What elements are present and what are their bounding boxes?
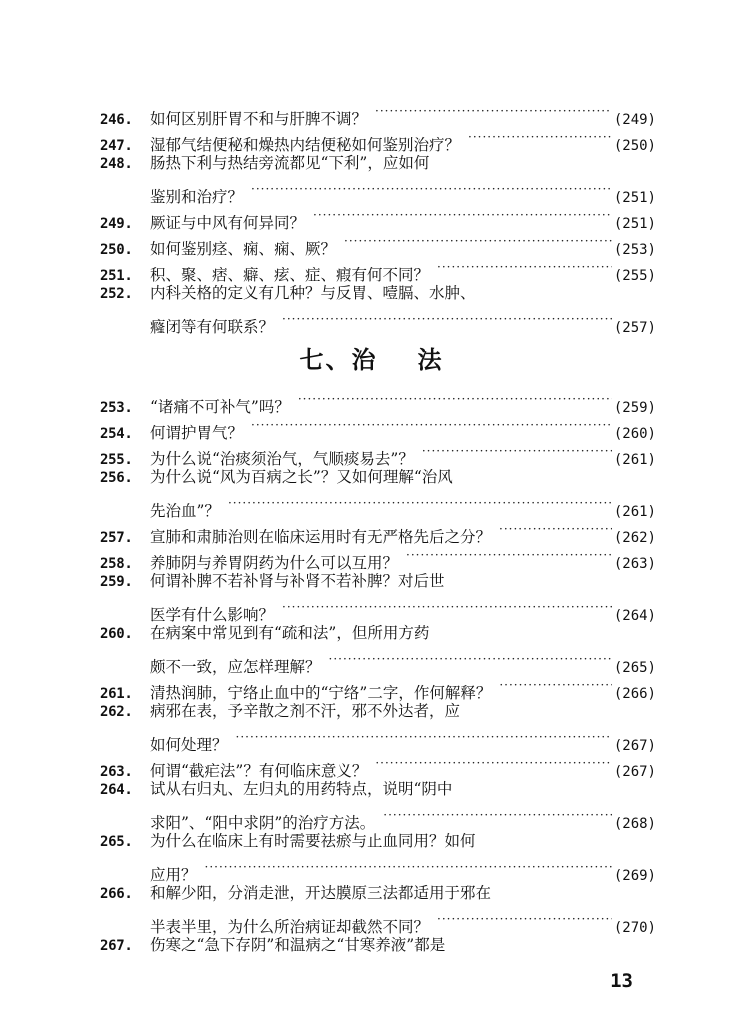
toc-dot-leader <box>282 306 612 332</box>
toc-entry <box>100 280 656 336</box>
toc-page-ref: (251) <box>613 190 656 206</box>
toc-page-ref: (270) <box>613 920 656 936</box>
toc-page-ref: (253) <box>613 242 656 258</box>
section-title-part-b: 法 <box>417 346 444 374</box>
toc-entry-number: 251. <box>100 268 133 284</box>
toc-page-ref: (268) <box>613 816 656 832</box>
toc-entry-title: 何谓补脾不若补肾与补肾不若补脾？对后世 <box>150 572 445 590</box>
toc-entry-title: 和解少阳，分消走泄，开达膜原三法都适用于邪在 <box>150 884 492 902</box>
toc-list-before <box>100 98 656 336</box>
toc-dot-leader <box>344 228 612 254</box>
toc-entry-line <box>100 646 656 676</box>
toc-entry-line <box>100 228 656 258</box>
toc-entry-number: 264. <box>100 782 133 798</box>
toc-list-after <box>100 386 656 958</box>
toc-entry-number: 253. <box>100 400 133 416</box>
toc-page-ref: (263) <box>613 556 656 572</box>
toc-dot-leader <box>422 438 612 464</box>
toc-entry-title: 养肺阴与养胃阴药为什么可以互用？ <box>150 554 399 572</box>
toc-page-ref: (261) <box>613 504 656 520</box>
toc-entry-title: 湿郁气结便秘和燥热内结便秘如何鉴别治疗？ <box>150 136 461 154</box>
toc-entry-line <box>100 724 656 754</box>
toc-dot-leader <box>251 412 612 438</box>
toc-page-ref: (267) <box>613 764 656 780</box>
toc-entry-title: 半表半里，为什么所治病证却截然不同？ <box>150 918 430 936</box>
toc-entry-title: 先治血”？ <box>150 502 220 520</box>
toc-dot-leader <box>437 254 612 280</box>
toc-entry <box>100 828 656 884</box>
toc-entry-title: 清热润肺，宁络止血中的“宁络”二字，作何解释？ <box>150 684 492 702</box>
toc-entry-line <box>100 828 656 854</box>
toc-entry-title: 宣肺和肃肺治则在临床运用时有无严格先后之分？ <box>150 528 492 546</box>
toc-page-ref: (259) <box>613 400 656 416</box>
toc-entry-line <box>100 750 656 780</box>
toc-page-ref: (264) <box>613 608 656 624</box>
toc-entry <box>100 542 656 572</box>
toc-dot-leader <box>499 672 611 698</box>
toc-page-ref: (262) <box>613 530 656 546</box>
section-title <box>0 340 743 375</box>
toc-entry <box>100 150 656 206</box>
toc-entry <box>100 750 656 780</box>
toc-entry <box>100 386 656 416</box>
toc-entry-title: 试从右归丸、左归丸的用药特点，说明“阴中 <box>150 780 453 798</box>
section-title-part-a: 七、治 <box>299 346 378 374</box>
toc-entry-line <box>100 202 656 232</box>
toc-entry-title: 为什么在临床上有时需要祛瘀与止血同用？如何 <box>150 832 476 850</box>
toc-entry-line <box>100 254 656 284</box>
toc-entry-line <box>100 776 656 802</box>
toc-page-ref: (266) <box>613 686 656 702</box>
toc-entry-line <box>100 880 656 906</box>
toc-entry-number: 252. <box>100 286 133 302</box>
toc-entry-number: 258. <box>100 556 133 572</box>
toc-entry-number: 262. <box>100 704 133 720</box>
toc-entry <box>100 438 656 468</box>
toc-entry-number: 247. <box>100 138 133 154</box>
toc-entry <box>100 228 656 258</box>
toc-entry-title: 为什么说“风为百病之长”？又如何理解“治风 <box>150 468 453 486</box>
toc-entry-line <box>100 438 656 468</box>
toc-entry-line <box>100 176 656 206</box>
toc-entry-line <box>100 620 656 646</box>
toc-dot-leader <box>313 202 612 228</box>
toc-entry-title: 积、聚、痞、癖、痃、症、瘕有何不同？ <box>150 266 430 284</box>
toc-dot-leader <box>205 854 612 880</box>
page-number: 13 <box>610 970 633 992</box>
toc-page-ref: (267) <box>613 738 656 754</box>
toc-entry <box>100 880 656 936</box>
toc-entry-line <box>100 594 656 624</box>
toc-entry-title: 肠热下利与热结旁流都见“下利”，应如何 <box>150 154 430 172</box>
toc-entry-title: 癃闭等有何联系？ <box>150 318 275 336</box>
toc-entry-title: 如何鉴别痉、痫、痫、厥？ <box>150 240 337 258</box>
toc-dot-leader <box>375 750 611 776</box>
toc-entry-line <box>100 906 656 936</box>
toc-dot-leader <box>468 124 612 150</box>
toc-page-ref: (257) <box>613 320 656 336</box>
toc-dot-leader <box>236 724 612 750</box>
toc-page-ref: (261) <box>613 452 656 468</box>
toc-entry-title: 在病案中常见到有“疏和法”，但所用方药 <box>150 624 430 642</box>
toc-entry-title: 如何区别肝胃不和与肝脾不调？ <box>150 110 368 128</box>
toc-entry <box>100 568 656 624</box>
toc-entry-number: 259. <box>100 574 133 590</box>
toc-entry-line <box>100 412 656 442</box>
toc-entry-line <box>100 124 656 154</box>
toc-entry-number: 246. <box>100 112 133 128</box>
toc-entry-line <box>100 854 656 884</box>
toc-entry-number: 249. <box>100 216 133 232</box>
toc-page-ref: (260) <box>613 426 656 442</box>
toc-entry-title: 为什么说“治痰须治气，气顺痰易去”？ <box>150 450 414 468</box>
toc-dot-leader <box>406 542 612 568</box>
toc-entry <box>100 776 656 832</box>
toc-entry-line <box>100 672 656 702</box>
toc-page-ref: (255) <box>613 268 656 284</box>
toc-dot-leader <box>298 386 612 412</box>
toc-dot-leader <box>375 98 612 124</box>
toc-entry <box>100 516 656 546</box>
toc-entry-number: 260. <box>100 626 133 642</box>
toc-entry-title: 厥证与中风有何异同？ <box>150 214 306 232</box>
toc-entry-title: 颇不一致，应怎样理解？ <box>150 658 321 676</box>
toc-dot-leader <box>499 516 612 542</box>
toc-page-ref: (269) <box>613 868 656 884</box>
toc-entry-title: 伤寒之“急下存阴”和温病之“甘寒养液”都是 <box>150 936 446 954</box>
toc-entry <box>100 932 656 958</box>
toc-entry-title: 内科关格的定义有几种？与反胃、噎膈、水肿、 <box>150 284 476 302</box>
toc-entry-line <box>100 516 656 546</box>
toc-entry-line <box>100 464 656 490</box>
toc-entry <box>100 464 656 520</box>
toc-page-ref: (251) <box>613 216 656 232</box>
toc-entry <box>100 620 656 676</box>
toc-entry-title: 何谓“截疟法”？有何临床意义？ <box>150 762 368 780</box>
toc-entry <box>100 698 656 754</box>
toc-entry-title: 应用？ <box>150 866 197 884</box>
toc-dot-leader <box>282 594 612 620</box>
toc-entry-line <box>100 542 656 572</box>
toc-dot-leader <box>228 490 612 516</box>
toc-entry-title: 医学有什么影响？ <box>150 606 275 624</box>
toc-entry-line <box>100 568 656 594</box>
toc-entry-number: 263. <box>100 764 133 780</box>
toc-entry <box>100 98 656 128</box>
toc-entry-number: 256. <box>100 470 133 486</box>
toc-entry <box>100 124 656 154</box>
toc-dot-leader <box>383 802 612 828</box>
toc-entry-line <box>100 490 656 520</box>
toc-entry-number: 267. <box>100 938 133 954</box>
toc-entry-line <box>100 150 656 176</box>
toc-entry-number: 261. <box>100 686 133 702</box>
toc-page-ref: (265) <box>613 660 656 676</box>
toc-entry <box>100 672 656 702</box>
toc-entry-line <box>100 386 656 416</box>
toc-entry-line <box>100 280 656 306</box>
toc-entry <box>100 412 656 442</box>
toc-entry-line <box>100 98 656 128</box>
toc-entry-title: 病邪在表，予辛散之剂不汗，邪不外达者，应 <box>150 702 461 720</box>
toc-dot-leader <box>437 906 612 932</box>
toc-entry-line <box>100 932 656 958</box>
toc-entry-line <box>100 698 656 724</box>
toc-entry <box>100 254 656 284</box>
toc-entry-line <box>100 802 656 832</box>
toc-entry-title: 鉴别和治疗？ <box>150 188 244 206</box>
toc-page-ref: (249) <box>613 112 656 128</box>
toc-entry-number: 254. <box>100 426 133 442</box>
toc-entry-title: 何谓护胃气？ <box>150 424 244 442</box>
toc-entry-number: 266. <box>100 886 133 902</box>
toc-entry-number: 255. <box>100 452 133 468</box>
toc-entry-number: 257. <box>100 530 133 546</box>
toc-entry-number: 265. <box>100 834 133 850</box>
toc-dot-leader <box>329 646 612 672</box>
toc-page-ref: (250) <box>613 138 656 154</box>
toc-entry-title: “诸痛不可补气”吗？ <box>150 398 290 416</box>
toc-entry-line <box>100 306 656 336</box>
toc-entry-number: 248. <box>100 156 133 172</box>
toc-entry-title: 如何处理？ <box>150 736 228 754</box>
toc-dot-leader <box>251 176 612 202</box>
toc-entry-title: 求阳”、“阳中求阴”的治疗方法。 <box>150 814 376 832</box>
toc-entry <box>100 202 656 232</box>
toc-entry-number: 250. <box>100 242 133 258</box>
